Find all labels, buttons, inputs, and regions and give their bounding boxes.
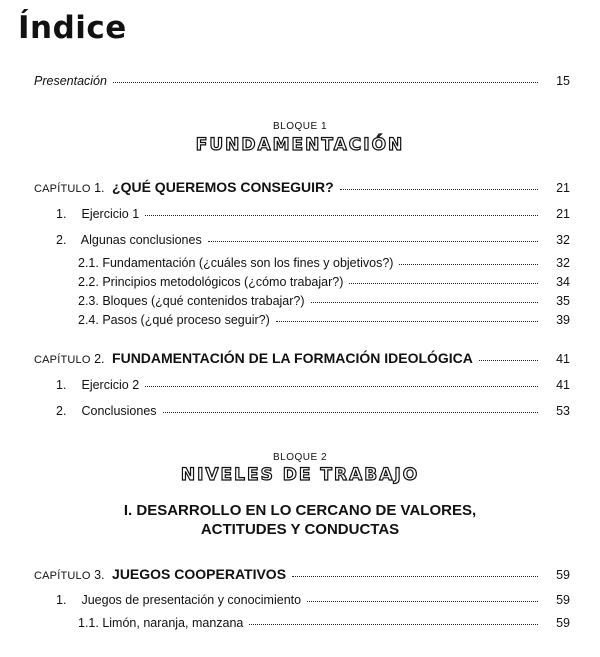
toc-subentry[interactable] [78,294,570,308]
section-heading-line-2: ACTITUDES Y CONDUCTAS [200,521,400,538]
bloque-1-label: BLOQUE 1 [272,121,328,132]
chapter-title: JUEGOS COOPERATIVOS [112,566,287,582]
toc-entry[interactable] [56,404,570,418]
dot-leader [307,600,538,602]
toc-chapter-3[interactable] [34,566,570,582]
toc-entry-page: 34 [556,275,570,289]
dot-leader [208,240,538,242]
chapter-title: FUNDAMENTACIÓN DE LA FORMACIÓN IDEOLÓGICA [112,350,473,366]
chapter-title: ¿QUÉ QUEREMOS CONSEGUIR? [112,179,334,195]
dot-leader [340,188,538,190]
toc-entry-number: 1. [56,207,67,221]
toc-entry-label: Conclusiones [81,404,157,418]
toc-entry-label: 2.2. Principios metodológicos (¿cómo trabajar?) [78,275,344,289]
toc-entry-label: 1.1. Limón, naranja, manzana [78,616,244,630]
dot-leader [145,385,538,387]
toc-entry[interactable] [56,593,570,607]
dot-leader [163,411,538,413]
dot-leader [399,263,538,265]
toc-entry-page: 15 [556,74,570,88]
toc-entry-page: 41 [556,378,570,392]
dot-leader [479,359,538,361]
bloque-1-title: FUNDAMENTACIÓN [195,135,405,155]
toc-entry[interactable] [56,207,570,221]
dot-leader [292,575,538,577]
toc-entry-label: Ejercicio 1 [81,207,140,221]
dot-leader [249,623,538,625]
toc-entry[interactable] [56,378,570,392]
dot-leader [349,282,538,284]
dot-leader [145,214,538,216]
toc-subentry[interactable] [78,256,570,270]
toc-entry-label: Ejercicio 2 [81,378,140,392]
toc-subentry[interactable] [78,313,570,327]
toc-entry-page: 21 [556,181,570,195]
toc-entry-label: 2.1. Fundamentación (¿cuáles son los fines y objetivos?) [78,256,394,270]
toc-entry-page: 35 [556,294,570,308]
toc-subentry[interactable] [78,616,570,630]
toc-entry-number: 2. [56,404,67,418]
toc-entry-page: 59 [556,568,570,582]
page-title: Índice [18,10,127,46]
chapter-prefix: CAPÍTULO [34,570,91,582]
toc-entry-page: 53 [556,404,570,418]
toc-subentry[interactable] [78,275,570,289]
toc-entry-number: 1. [56,593,67,607]
toc-entry-number: 1. [56,378,67,392]
dot-leader [311,301,538,303]
toc-entry-label: Algunas conclusiones [80,233,202,247]
toc-entry-presentacion[interactable] [34,74,570,88]
section-heading-line-1: I. DESARROLLO EN LO CERCANO DE VALORES, [123,502,477,519]
toc-entry-label: Presentación [34,74,107,88]
toc-entry-page: 32 [556,233,570,247]
chapter-prefix: CAPÍTULO [34,354,91,366]
toc-entry-number: 2. [56,233,67,247]
chapter-number: 3. [94,568,105,582]
toc-entry-page: 59 [556,593,570,607]
toc-entry-page: 21 [556,207,570,221]
toc-entry[interactable] [56,233,570,247]
toc-chapter-1[interactable] [34,179,570,195]
chapter-prefix: CAPÍTULO [34,183,91,195]
toc-chapter-2[interactable] [34,350,570,366]
toc-entry-page: 32 [556,256,570,270]
dot-leader [276,320,538,322]
bloque-2-label: BLOQUE 2 [272,452,328,463]
bloque-2-title: NIVELES DE TRABAJO [180,465,420,485]
chapter-number: 1. [94,181,105,195]
toc-entry-label: Juegos de presentación y conocimiento [81,593,302,607]
toc-entry-page: 39 [556,313,570,327]
chapter-number: 2. [94,352,105,366]
toc-entry-label: 2.3. Bloques (¿qué contenidos trabajar?) [78,294,305,308]
toc-entry-label: 2.4. Pasos (¿qué proceso seguir?) [78,313,270,327]
toc-entry-page: 41 [556,352,570,366]
dot-leader [113,81,538,83]
toc-entry-page: 59 [556,616,570,630]
